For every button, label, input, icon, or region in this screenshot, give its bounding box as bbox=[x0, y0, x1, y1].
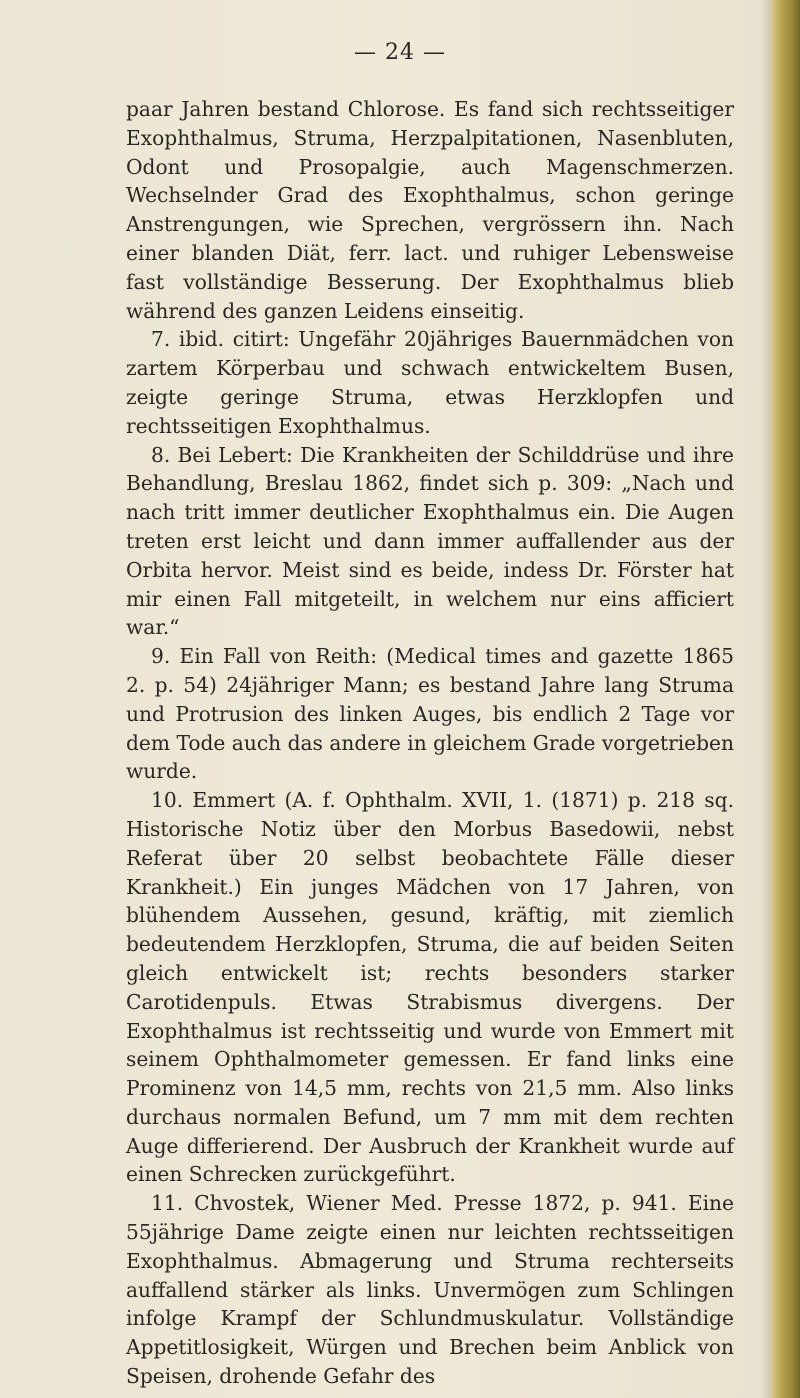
body-text bbox=[126, 95, 734, 1391]
paragraph-case-11: 11. Chvostek, Wiener Med. Presse 1872, p. 941. Eine 55jährige Dame zeigte einen nur leichten rechtsseitigen Exophthalmus. Abmagerung und Struma rechterseits auffallend stärker als links. Unvermögen zum Schlingen infolge Krampf der Schlundmuskulatur. Vollständige Appetitlosigkeit, Würgen und Brechen beim Anblick von Speisen, drohende Gefahr des bbox=[126, 1191, 734, 1389]
page-number: — 24 — bbox=[354, 40, 446, 65]
paragraph-case-8: 8. Bei Lebert: Die Krankheiten der Schilddrüse und ihre Behandlung, Breslau 1862, findet sich p. 309: „Nach und nach tritt immer deutlicher Exophthalmus ein. Die Augen treten erst leicht und dann immer auffallender aus der Orbita hervor. Meist sind es beide, indess Dr. Förster hat mir einen Fall mitgeteilt, in welchem nur eins afficiert war.“ bbox=[126, 442, 734, 640]
paragraph-case-9: 9. Ein Fall von Reith: (Medical times and gazette 1865 2. p. 54) 24jähriger Mann; es bestand Jahre lang Struma und Protrusion des linken Auges, bis endlich 2 Tage vor dem Tode auch das andere in gleichem Grade vorgetrieben wurde. bbox=[126, 644, 734, 784]
book-edge bbox=[772, 0, 800, 1398]
paragraph-continuation: paar Jahren bestand Chlorose. Es fand sich rechtsseitiger Exophthalmus, Struma, Herzpalpitationen, Nasenbluten, Odont und Prosopalgie, auch Magenschmerzen. Wechselnder Grad des Exophthalmus, schon geringe Anstrengungen, wie Sprechen, vergrössern ihn. Nach einer blanden Diät, ferr. lact. und ruhiger Lebensweise fast vollständige Besserung. Der Exophthalmus blieb während des ganzen Leidens einseitig. bbox=[126, 97, 734, 323]
paragraph-case-10: 10. Emmert (A. f. Ophthalm. XVII, 1. (1871) p. 218 sq. Historische Notiz über den Morbus Basedowii, nebst Referat über 20 selbst beobachtete Fälle dieser Krankheit.) Ein junges Mädchen von 17 Jahren, von blühendem Aussehen, gesund, kräftig, mit ziemlich bedeutendem Herzklopfen, Struma, die auf beiden Seiten gleich entwickelt ist; rechts besonders starker Carotidenpuls. Etwas Strabismus divergens. Der Exophthalmus ist rechtsseitig und wurde von Emmert mit seinem Ophthalmometer gemessen. Er fand links eine Prominenz von 14,5 mm, rechts von 21,5 mm. Also links durchaus normalen Befund, um 7 mm mit dem rechten Auge differierend. Der Ausbruch der Krankheit wurde auf einen Schrecken zurückgeführt. bbox=[126, 788, 734, 1187]
paragraph-case-7: 7. ibid. citirt: Ungefähr 20jähriges Bauernmädchen von zartem Körperbau und schwach entwickeltem Busen, zeigte geringe Struma, etwas Herzklopfen und rechtsseitigen Exophthalmus. bbox=[126, 327, 734, 438]
